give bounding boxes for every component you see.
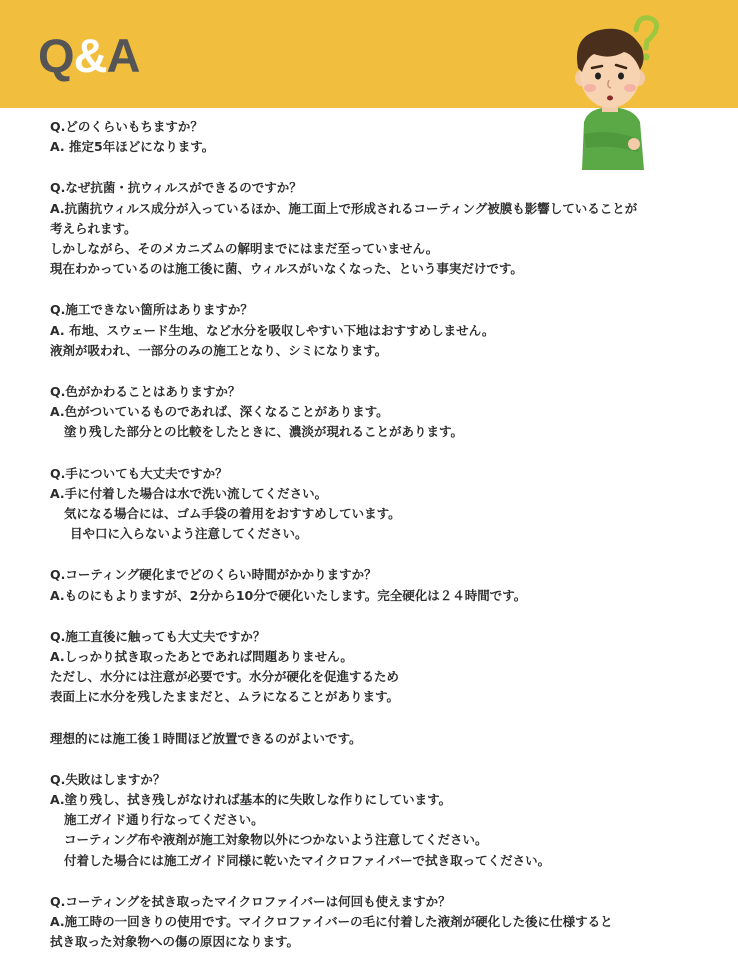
qa-question: Q.施工直後に触っても大丈夫ですか？ <box>50 628 266 644</box>
qa-text-line: 拭き取った対象物への傷の原因になります。 <box>50 934 300 950</box>
qa-item <box>50 382 720 443</box>
qa-question: Q.なぜ抗菌・抗ウィルスができるのですか？ <box>50 180 302 196</box>
qa-answer: A.塗り残し、拭き残しがなければ基本的に失敗しな作りにしています。 <box>50 792 452 808</box>
qa-list <box>50 117 720 953</box>
qa-question: Q.手についても大丈夫ですか？ <box>50 465 228 481</box>
qa-answer: A.色がついているものであれば、深くなることがあります。 <box>50 404 389 420</box>
qa-text-line: 考えられます。 <box>50 220 137 236</box>
qa-item <box>50 892 720 953</box>
qa-text-line: 液剤が吸われ、一部分のみの施工となり、シミになります。 <box>50 342 388 358</box>
qa-question: Q.どのくらいもちますか？ <box>50 119 203 134</box>
title-a: A <box>106 29 140 82</box>
qa-answer: A.しっかり拭き取ったあとであれば問題ありません。 <box>50 649 353 665</box>
qa-item <box>50 627 720 708</box>
qa-text-line: 表面上に水分を残したままだと、ムラになることがあります。 <box>50 689 400 705</box>
qa-text-line: 目や口に入らないよう注意してください。 <box>70 526 308 542</box>
qa-item <box>50 464 720 545</box>
qa-question: Q.色がかわることはありますか？ <box>50 384 241 400</box>
qa-answer: A.ものにもよりますが、2分から10分で硬化いたします。完全硬化は２４時間です。 <box>50 587 527 603</box>
title-ampersand: & <box>73 29 107 82</box>
qa-text-line: 気になる場合には、ゴム手袋の着用をおすすめしています。 <box>64 506 401 522</box>
qa-text-line: コーティング布や液剤が施工対象物以外につかないよう注意してください。 <box>64 832 488 848</box>
qa-item <box>50 565 720 605</box>
qa-text-line: 現在わかっているのは施工後に菌、ウィルスがいなくなった、という事実だけです。 <box>50 261 523 277</box>
qa-item <box>50 770 720 871</box>
qa-question: Q.施工できない箇所はありますか？ <box>50 302 253 318</box>
qa-answer: A.抗菌抗ウィルス成分が入っているほか、施工面上で形成されるコーティング被膜も影響していることが <box>50 200 638 216</box>
qa-text-line: 施工ガイド通り行なってください。 <box>64 812 264 828</box>
qa-text-line: 理想的には施工後１時間ほど放置できるのがよいです。 <box>50 730 362 746</box>
title-q: Q <box>38 29 74 82</box>
qa-item <box>50 178 720 279</box>
page-title <box>38 28 139 84</box>
qa-answer: A. 布地、スウェード生地、など水分を吸収しやすい下地はおすすめしません。 <box>50 322 495 338</box>
qa-question: Q.コーティングを拭き取ったマイクロファイバーは何回も使えますか？ <box>50 893 451 909</box>
qa-item <box>50 117 720 157</box>
qa-text-line: ただし、水分には注意が必要です。水分が硬化を促進するため <box>50 669 400 685</box>
qa-answer: A.施工時の一回きりの使用です。マイクロファイバーの毛に付着した液剤が硬化した後に仕様すると <box>50 914 613 930</box>
qa-item <box>50 729 720 749</box>
qa-text-line: しかしながら、そのメカニズムの解明までにはまだ至っていません。 <box>50 241 439 257</box>
qa-answer: A. 推定5年ほどになります。 <box>50 139 215 155</box>
qa-question: Q.コーティング硬化までどのくらい時間がかかりますか？ <box>50 567 377 583</box>
qa-text-line: 付着した場合には施工ガイド同様に乾いたマイクロファイバーで拭き取ってください。 <box>64 852 551 868</box>
qa-item <box>50 300 720 361</box>
qa-text-line: 塗り残した部分との比較をしたときに、濃淡が現れることがあります。 <box>64 424 464 440</box>
qa-answer: A.手に付着した場合は水で洗い流してください。 <box>50 485 328 501</box>
qa-question: Q.失敗はしますか？ <box>50 771 166 787</box>
